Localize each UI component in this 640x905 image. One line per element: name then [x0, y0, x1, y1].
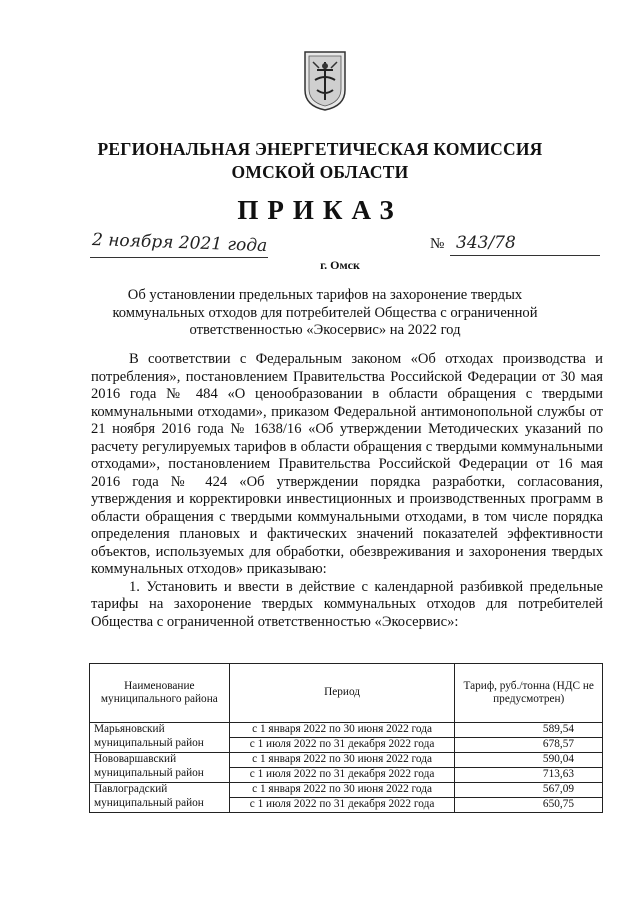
district-cell: Павлоградский муниципальный район	[90, 783, 230, 813]
period-cell: с 1 января 2022 по 30 июня 2022 года	[229, 723, 455, 738]
organization-name-line1: РЕГИОНАЛЬНАЯ ЭНЕРГЕТИЧЕСКАЯ КОМИССИЯ	[97, 139, 543, 159]
order-subject: Об установлении предельных тарифов на захоронение твердых коммунальных отходов для потребителей Общества с ограниченной ответственностью «Экосервис» на 2022 год	[112, 287, 538, 338]
period-cell: с 1 июля 2022 по 31 декабря 2022 года	[229, 798, 455, 813]
period-cell: с 1 января 2022 по 30 июня 2022 года	[229, 753, 455, 768]
district-cell: Марьяновский муниципальный район	[90, 723, 230, 753]
tariff-cell: 590,04	[455, 753, 603, 768]
tariff-cell: 713,63	[455, 768, 603, 783]
tariff-cell: 650,75	[455, 798, 603, 813]
header-period: Период	[229, 664, 455, 723]
handwritten-order-number: 343/78	[456, 233, 516, 253]
period-cell: с 1 января 2022 по 30 июня 2022 года	[229, 783, 455, 798]
document-title: ПРИКАЗ	[237, 195, 403, 225]
district-cell: Нововаршавский муниципальный район	[90, 753, 230, 783]
number-underline	[450, 255, 600, 256]
tariff-table	[89, 663, 603, 813]
number-label: №	[430, 236, 445, 252]
preamble-paragraph: В соответствии с Федеральным законом «Об отходах производства и потребления», постановлением Правительства Российской Федерации от 30 мая 2016 года № 484 «О ценообразовании в области обращения с твердыми коммунальными отходами», приказом Федеральной антимонопольной службы от 21 ноября 2016 года № 1638/16 «Об утверждении Методических указаний по расчету регулируемых тарифов в области обращения с твердыми коммунальными отходами», постановлением Правительства Российской Федерации от 16 мая 2016 года № 424 «Об утверждении порядка разработки, согласования, утверждения и корректировки инвестиционных и производственных программ в области обращения с твердыми коммунальными отходами, в том числе порядка определения плановых и фактических значений показателей эффективности объектов, используемых для обработки, обезвреживания и захоронения твердых коммунальных отходов» приказываю:	[91, 351, 603, 577]
organization-name-line2: ОМСКОЙ ОБЛАСТИ	[231, 162, 409, 182]
table-row	[90, 783, 603, 798]
city: г. Омск	[320, 258, 360, 272]
header-tariff: Тариф, руб./тонна (НДС не предусмотрен)	[455, 664, 603, 723]
header-district: Наименование муниципального района	[90, 664, 230, 723]
table-row	[90, 723, 603, 738]
table-header-row	[90, 664, 603, 723]
item-1-paragraph: 1. Установить и ввести в действие с календарной разбивкой предельные тарифы на захоронение твердых коммунальных отходов для потребителей Общества с ограниченной ответственностью «Экосервис»:	[91, 578, 603, 630]
order-body	[91, 351, 603, 631]
tariff-cell: 589,54	[455, 723, 603, 738]
tariff-cell: 567,09	[455, 783, 603, 798]
tariff-cell: 678,57	[455, 738, 603, 753]
table-row	[90, 753, 603, 768]
period-cell: с 1 июля 2022 по 31 декабря 2022 года	[229, 738, 455, 753]
period-cell: с 1 июля 2022 по 31 декабря 2022 года	[229, 768, 455, 783]
handwritten-date: 2 ноября 2021 года	[91, 229, 268, 257]
coat-of-arms-emblem	[303, 50, 347, 112]
